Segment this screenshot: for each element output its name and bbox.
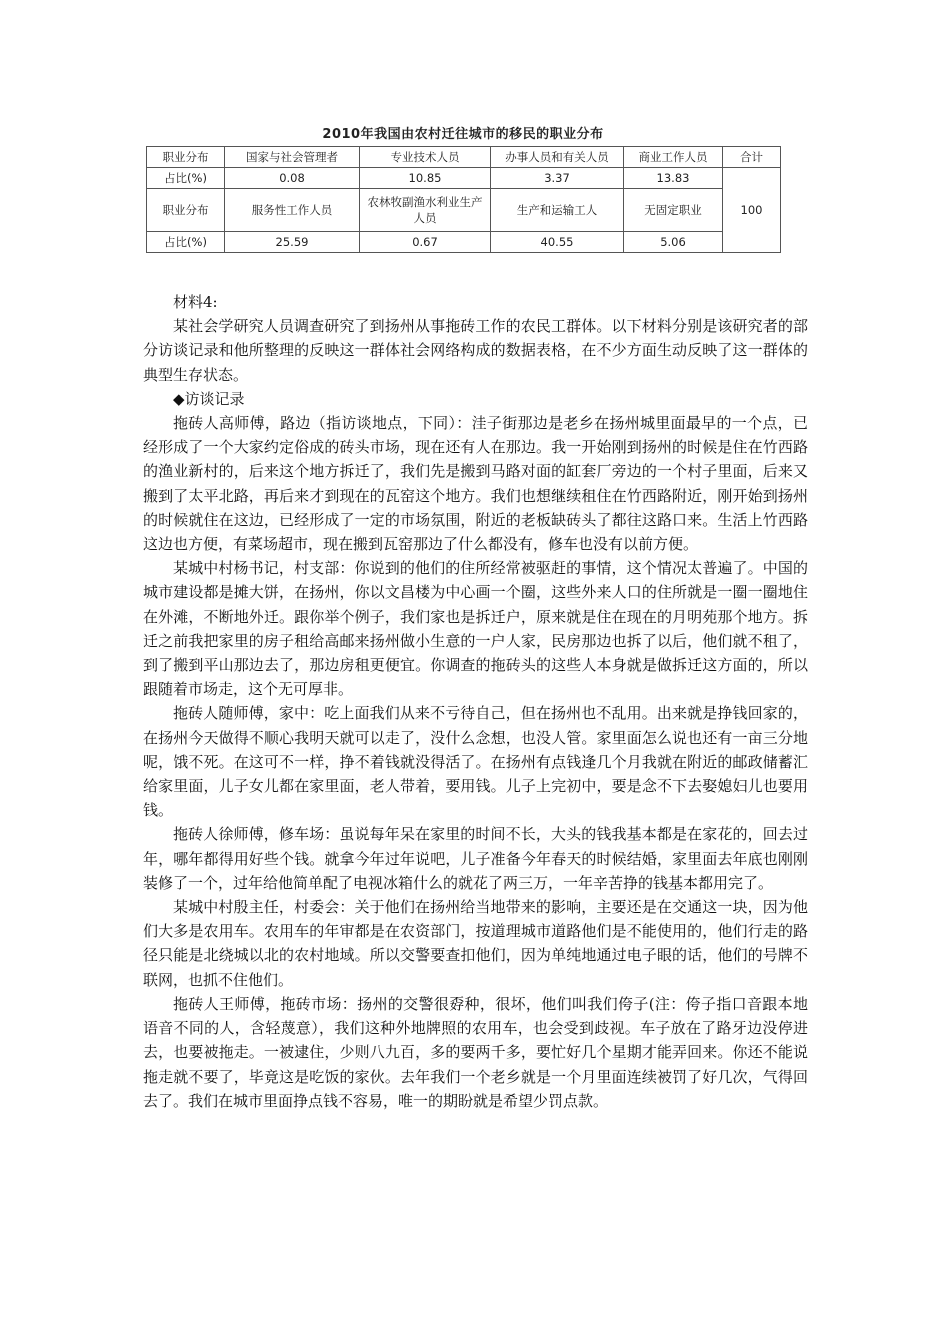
table-row xyxy=(147,168,781,189)
interview-paragraph: 某城中村殷主任，村委会：关于他们在扬州给当地带来的影响，主要还是在交通这一块，因为他们大多是农用车。农用车的年审都是在农资部门，按道理城市道路他们是不能使用的，他们行走的路径只能是北绕城以北的农村地域。所以交警要查扣他们，因为单纯地通过电子眼的话，他们的号牌不联网，也抓不住他们。 xyxy=(143,898,808,989)
table-cell: 3.37 xyxy=(491,168,624,189)
table-title: 2010年我国由农村迁往城市的移民的职业分布 xyxy=(322,127,604,142)
total-header: 合计 xyxy=(723,147,781,168)
table-cell: 13.83 xyxy=(624,168,723,189)
table-row xyxy=(147,189,781,232)
material-text xyxy=(143,290,808,1113)
intro-paragraph: 某社会学研究人员调查研究了到扬州从事拖砖工作的农民工群体。以下材料分别是该研究者的部分访谈记录和他所整理的反映这一群体社会网络构成的数据表格，在不少方面生动反映了这一群体的典型生存状态。 xyxy=(143,317,808,384)
occupation-table-block xyxy=(146,124,780,253)
table-row xyxy=(147,147,781,168)
row-label: 占比(%) xyxy=(147,232,225,253)
interview-paragraph: 拖砖人王师傅，拖砖市场：扬州的交警很孬种，很坏，他们叫我们侉子(注：侉子指口音跟本地语音不同的人，含轻蔑意），我们这种外地牌照的农用车，也会受到歧视。车子放在了路牙边没停进去，也要被拖走。一被逮住，少则八九百，多的要两千多，要忙好几个星期才能弄回来。你还不能说拖走就不要了，毕竟这是吃饭的家伙。去年我们一个老乡就是一个月里面连续被罚了好几次，气得回去了。我们在城市里面挣点钱不容易，唯一的期盼就是希望少罚点款。 xyxy=(143,994,808,1110)
occupation-table xyxy=(146,146,781,253)
total-value: 100 xyxy=(723,168,781,253)
interview-paragraph: 拖砖人高师傅，路边（指访谈地点，下同）：洼子街那边是老乡在扬州城里面最早的一个点，已经形成了一个大家约定俗成的砖头市场，现在还有人在那边。我一开始刚到扬州的时候是住在竹西路的渔业新村的，后来这个地方拆迁了，我们先是搬到马路对面的缸套厂旁边的一个村子里面，后来又搬到了太平北路，再后来才到现在的瓦窑这个地方。我们也想继续租住在竹西路附近，刚开始到扬州的时候就住在这边，已经形成了一定的市场氛围，附近的老板缺砖头了都往这路口来。生活上竹西路这边也方便，有菜场超市，现在搬到瓦窑那边了什么都没有，修车也没有以前方便。 xyxy=(143,414,808,554)
row-label: 占比(%) xyxy=(147,168,225,189)
table-cell: 40.55 xyxy=(491,232,624,253)
table-row xyxy=(147,232,781,253)
table-cell: 10.85 xyxy=(360,168,491,189)
column-header: 国家与社会管理者 xyxy=(225,147,360,168)
column-header: 无固定职业 xyxy=(624,189,723,232)
table-cell: 0.67 xyxy=(360,232,491,253)
section-heading: ◆访谈记录 xyxy=(173,389,245,408)
column-header: 服务性工作人员 xyxy=(225,189,360,232)
interview-paragraph: 某城中村杨书记，村支部：你说到的他们的住所经常被驱赶的事情，这个情况太普遍了。中国的城市建设都是摊大饼，在扬州，你以文昌楼为中心画一个圈，这些外来人口的住所就是一圈一圈地住在外滩，不断地外迁。跟你举个例子，我们家也是拆迁户，原来就是住在现在的月明苑那个地方。拆迁之前我把家里的房子租给高邮来扬州做小生意的一户人家，民房那边也拆了以后，他们就不租了，到了搬到平山那边去了，那边房租更便宜。你调查的拖砖头的这些人本身就是做拆迁这方面的，所以跟随着市场走，这个无可厚非。 xyxy=(143,559,808,699)
column-header: 办事人员和有关人员 xyxy=(491,147,624,168)
column-header: 商业工作人员 xyxy=(624,147,723,168)
interview-paragraph: 拖砖人徐师傅，修车场：虽说每年呆在家里的时间不长，大头的钱我基本都是在家花的，回去过年，哪年都得用好些个钱。就拿今年过年说吧，儿子准备今年春天的时候结婚，家里面去年底也刚刚装修了一个，过年给他简单配了电视冰箱什么的就花了两三万，一年辛苦挣的钱基本都用完了。 xyxy=(143,825,808,892)
column-header: 农林牧副渔水利业生产人员 xyxy=(360,189,491,232)
column-header: 专业技术人员 xyxy=(360,147,491,168)
table-cell: 25.59 xyxy=(225,232,360,253)
material-heading: 材料4: xyxy=(173,293,218,311)
table-cell: 0.08 xyxy=(225,168,360,189)
row-label: 职业分布 xyxy=(147,189,225,232)
interview-paragraph: 拖砖人随师傅，家中：吃上面我们从来不亏待自己，但在扬州也不乱用。出来就是挣钱回家的，在扬州今天做得不顺心我明天就可以走了，没什么念想，也没人管。家里面怎么说也还有一亩三分地呢，饿不死。在这可不一样，挣不着钱就没得活了。在扬州有点钱逢几个月我就在附近的邮政储蓄汇给家里面，儿子女儿都在家里面，老人带着，要用钱。儿子上完初中，要是念不下去娶媳妇儿也要用钱。 xyxy=(143,704,808,820)
column-header: 生产和运输工人 xyxy=(491,189,624,232)
row-label: 职业分布 xyxy=(147,147,225,168)
table-cell: 5.06 xyxy=(624,232,723,253)
